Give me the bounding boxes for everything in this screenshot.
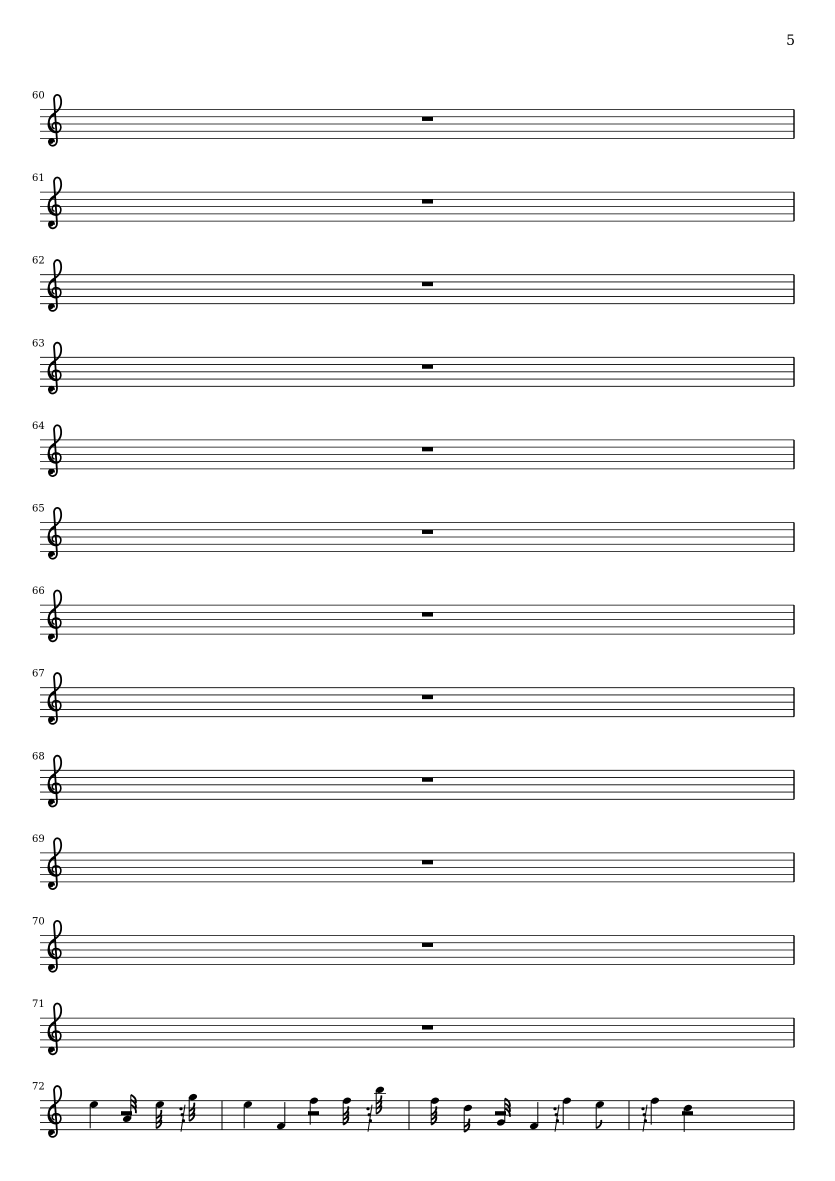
treble-clef-icon — [48, 838, 61, 889]
whole-rest — [422, 943, 433, 947]
staff — [32, 586, 794, 641]
note — [529, 1102, 539, 1130]
treble-clef-icon — [48, 425, 61, 476]
note — [430, 1096, 440, 1124]
half-rest — [495, 1111, 506, 1115]
note — [650, 1096, 660, 1124]
note — [89, 1100, 99, 1128]
page-number: 5 — [786, 33, 795, 49]
bar-number: 61 — [32, 173, 45, 185]
whole-rest — [422, 365, 433, 369]
treble-clef-icon — [48, 590, 61, 641]
staff — [32, 669, 794, 724]
whole-rest — [422, 612, 433, 616]
staff — [32, 504, 794, 559]
staff — [32, 834, 794, 889]
thirty-second-rest — [641, 1105, 647, 1132]
thirty-second-rest — [179, 1105, 185, 1132]
whole-rest — [422, 530, 433, 534]
staves-layer — [32, 91, 794, 1137]
thirty-second-rest — [366, 1105, 372, 1132]
whole-rest — [422, 447, 433, 451]
staff — [32, 751, 794, 806]
treble-clef-icon — [48, 756, 61, 807]
treble-clef-icon — [48, 95, 61, 146]
whole-rest — [422, 199, 433, 203]
treble-clef-icon — [48, 1003, 61, 1054]
staff — [32, 999, 794, 1054]
note — [463, 1104, 473, 1132]
whole-rest — [422, 695, 433, 699]
thirty-second-rest — [553, 1105, 559, 1132]
whole-rest — [422, 860, 433, 864]
note — [683, 1104, 693, 1132]
whole-rest — [422, 282, 433, 286]
note — [122, 1095, 136, 1123]
note — [243, 1100, 253, 1128]
note — [188, 1093, 198, 1121]
bar-number: 64 — [32, 420, 45, 432]
staff — [32, 421, 794, 476]
treble-clef-icon — [48, 177, 61, 228]
bar-number: 65 — [32, 503, 45, 515]
bar-number: 62 — [32, 255, 45, 267]
treble-clef-icon — [48, 673, 61, 724]
treble-clef-icon — [48, 343, 61, 394]
staff — [32, 91, 794, 146]
staff — [32, 1082, 794, 1137]
treble-clef-icon — [48, 921, 61, 972]
bar-number: 72 — [32, 1081, 45, 1093]
treble-clef-icon — [48, 1086, 61, 1137]
bar-number: 70 — [32, 916, 45, 928]
note — [155, 1100, 165, 1128]
staff — [32, 917, 794, 972]
bar-number: 71 — [32, 999, 45, 1011]
staff — [32, 173, 794, 228]
half-rest — [121, 1111, 132, 1115]
bar-number: 60 — [32, 90, 45, 102]
half-rest — [308, 1111, 319, 1115]
flag — [596, 1120, 601, 1128]
treble-clef-icon — [48, 260, 61, 311]
whole-rest — [422, 117, 433, 121]
note — [309, 1096, 319, 1124]
half-rest — [682, 1111, 693, 1115]
note — [595, 1100, 605, 1128]
bar-number: 68 — [32, 751, 45, 763]
note — [342, 1096, 352, 1124]
note — [374, 1086, 386, 1114]
bar-number: 66 — [32, 586, 45, 598]
bar-number: 67 — [32, 668, 45, 680]
whole-rest — [422, 1025, 433, 1029]
staff — [32, 256, 794, 311]
bar-number: 63 — [32, 338, 45, 350]
whole-rest — [422, 778, 433, 782]
staff — [32, 338, 794, 393]
treble-clef-icon — [48, 508, 61, 559]
bar-number: 69 — [32, 833, 45, 845]
note — [562, 1096, 572, 1124]
note — [276, 1102, 286, 1130]
